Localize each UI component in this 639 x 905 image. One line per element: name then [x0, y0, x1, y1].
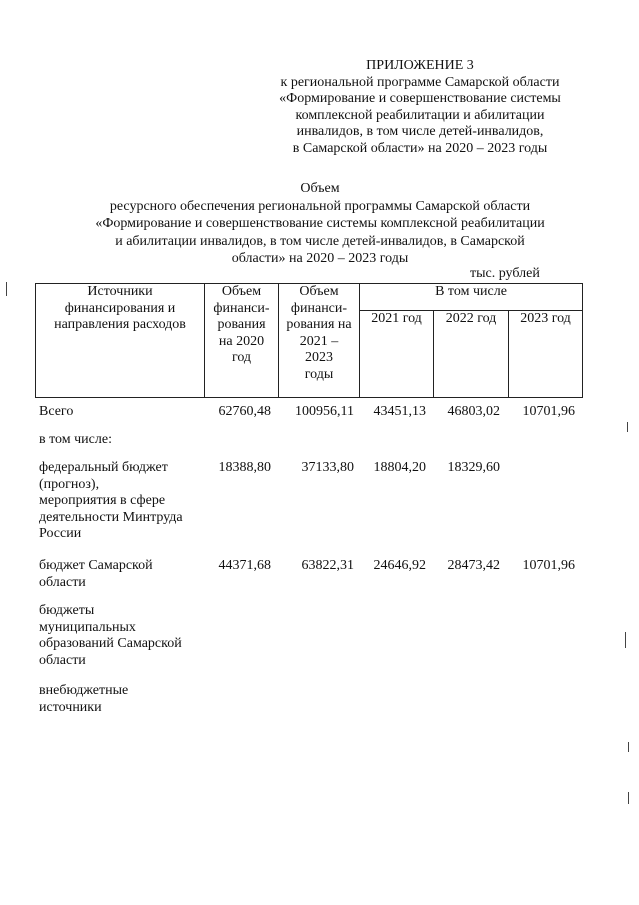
cell-volume-2021-2023: 100956,11	[295, 404, 354, 419]
title-line: и абилитации инвалидов, в том числе детей-инвалидов, в Самарской	[115, 233, 525, 249]
row-label: в том числе:	[39, 432, 112, 447]
cell-volume-2020: 18388,80	[218, 460, 271, 475]
row-label: бюджеты муниципальных образований Самарской области	[39, 603, 182, 668]
cell-volume-2020: 44371,68	[218, 558, 271, 573]
cell-volume-2020: 62760,48	[218, 404, 271, 419]
title-line: ресурсного обеспечения региональной программы Самарской области	[109, 198, 531, 214]
title-line: Объем	[300, 181, 340, 196]
header-2023: 2023 год	[509, 311, 583, 398]
row-label: федеральный бюджет (прогноз), мероприятия в сфере деятельности Минтруда России	[39, 460, 183, 541]
header-including: В том числе	[360, 284, 583, 311]
cell-2022: 28473,42	[447, 558, 500, 573]
cell-volume-2021-2023: 63822,31	[301, 558, 354, 573]
appendix-line: «Формирование и совершенствование системы	[279, 91, 561, 106]
cell-2022: 46803,02	[447, 404, 500, 419]
title-line: «Формирование и совершенствование системы комплексной реабилитации	[95, 216, 545, 231]
appendix-line: в Самарской области» на 2020 – 2023 годы	[292, 140, 548, 156]
header-2021: 2021 год	[360, 311, 434, 398]
header-source: Источники финансирования и направления расходов	[36, 284, 205, 398]
cell-2022: 18329,60	[447, 460, 500, 475]
cell-2021: 24646,92	[373, 558, 426, 573]
row-label: Всего	[39, 404, 74, 419]
appendix-line: комплексной реабилитации и абилитации	[295, 107, 545, 123]
header-volume-2020: Объем финанси- рования на 2020 год	[205, 284, 279, 398]
cell-2023: 10701,96	[522, 404, 575, 419]
appendix-heading: ПРИЛОЖЕНИЕ 3	[366, 58, 474, 73]
cell-2021: 43451,13	[373, 404, 426, 419]
cell-2023: 10701,96	[522, 558, 575, 573]
cell-volume-2021-2023: 37133,80	[301, 460, 354, 475]
appendix-line: инвалидов, в том числе детей-инвалидов,	[296, 124, 544, 139]
header-2022: 2022 год	[434, 311, 509, 398]
scan-mark	[627, 422, 628, 432]
scan-mark	[6, 282, 7, 296]
row-label: внебюджетные источники	[39, 683, 129, 715]
cell-2021: 18804,20	[373, 460, 426, 475]
title-line: области» на 2020 – 2023 годы	[231, 251, 409, 266]
scan-mark	[628, 742, 629, 752]
row-label: бюджет Самарской области	[39, 558, 153, 590]
units-label: тыс. рублей	[470, 266, 540, 281]
header-volume-2021-2023: Объем финанси- рования на 2021 – 2023 годы	[279, 284, 360, 398]
scan-mark	[628, 792, 629, 804]
appendix-line: к региональной программе Самарской области	[280, 74, 560, 90]
scan-mark	[625, 632, 626, 648]
